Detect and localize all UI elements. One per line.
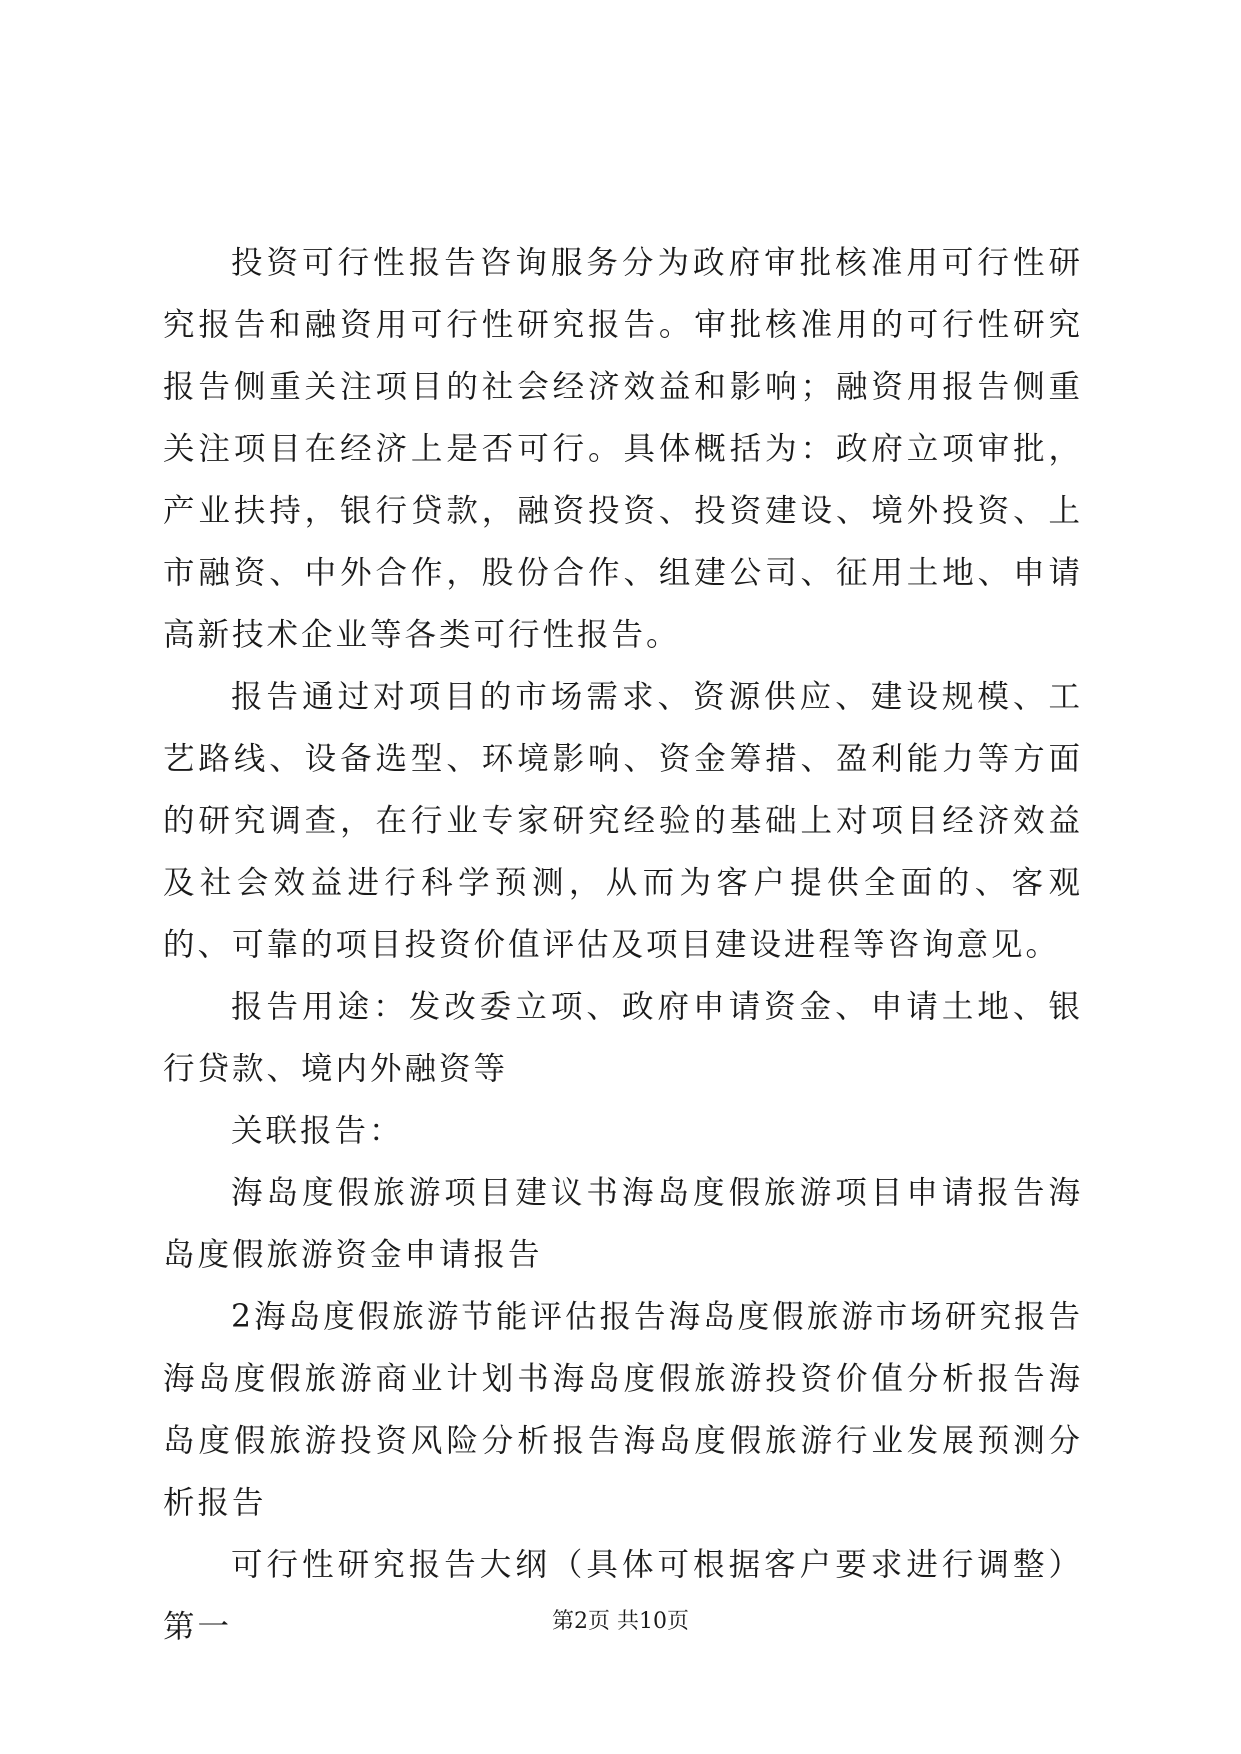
paragraph-outline-intro: 可行性研究报告大纲（具体可根据客户要求进行调整）第一 (163, 1547, 1083, 1645)
document-body (163, 232, 1083, 1658)
page-footer: 第2页 共10页 (552, 1609, 689, 1634)
paragraph-related-reports-heading: 关联报告： (231, 1113, 404, 1149)
paragraph-related-reports-list-1: 海岛度假旅游项目建议书海岛度假旅游项目申请报告海岛度假旅游资金申请报告 (163, 1175, 1083, 1273)
paragraph-report-research-scope: 报告通过对项目的市场需求、资源供应、建设规模、工艺路线、设备选型、环境影响、资金筹措、盈利能力等方面的研究调查，在行业专家研究经验的基础上对项目经济效益及社会效益进行科学预测，从而为客户提供全面的、客观的、可靠的项目投资价值评估及项目建设进程等咨询意见。 (163, 679, 1083, 963)
paragraph-report-usage: 报告用途：发改委立项、政府申请资金、申请土地、银行贷款、境内外融资等 (163, 989, 1083, 1087)
paragraph-report-service-types: 投资可行性报告咨询服务分为政府审批核准用可行性研究报告和融资用可行性研究报告。审批核准用的可行性研究报告侧重关注项目的社会经济效益和影响；融资用报告侧重关注项目在经济上是否可行。具体概括为：政府立项审批，产业扶持，银行贷款，融资投资、投资建设、境外投资、上市融资、中外合作，股份合作、组建公司、征用土地、申请高新技术企业等各类可行性报告。 (163, 245, 1083, 653)
paragraph-related-reports-list-2: 2海岛度假旅游节能评估报告海岛度假旅游市场研究报告海岛度假旅游商业计划书海岛度假旅游投资价值分析报告海岛度假旅游投资风险分析报告海岛度假旅游行业发展预测分析报告 (163, 1299, 1083, 1521)
